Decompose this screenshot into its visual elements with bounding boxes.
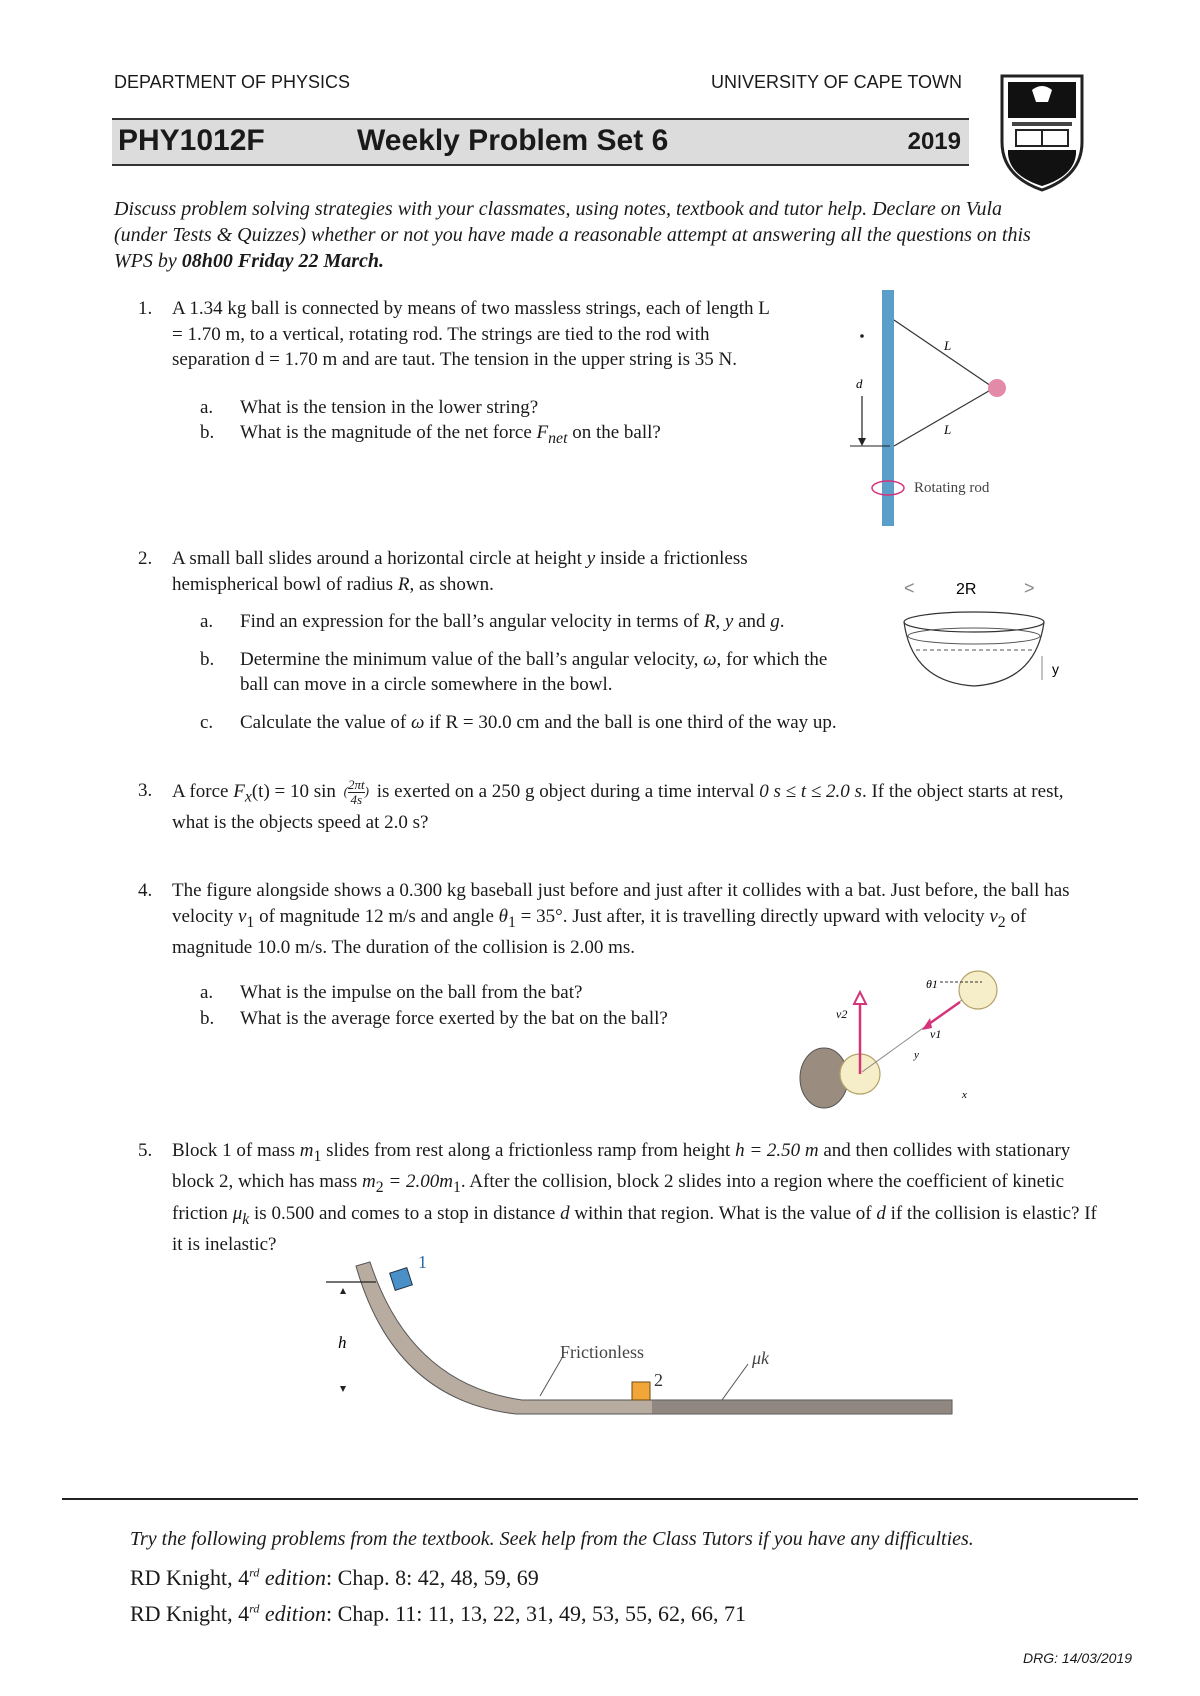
question-number: 3. bbox=[138, 780, 153, 801]
part-a bbox=[200, 395, 772, 421]
theta-subscript: 1 bbox=[507, 913, 516, 931]
text-3: = 35°. Just after, it is travelling directly upward with velocity bbox=[515, 905, 990, 927]
radius-var: R bbox=[397, 573, 410, 595]
question-text-middle: is exerted on a 250 g object during a time interval bbox=[371, 780, 760, 802]
text-3: and then collides with stationary block 2, which has mass bbox=[172, 1140, 1071, 1193]
text-5: is 0.500 and comes to a stop in distance bbox=[249, 1202, 561, 1224]
mass-2-subscript: 2 bbox=[375, 1179, 384, 1197]
force-symbol: F bbox=[233, 780, 245, 802]
length-label-upper: L bbox=[944, 338, 952, 353]
question-text-start: A force bbox=[172, 780, 234, 802]
ramp-figure bbox=[322, 1254, 962, 1416]
deadline: 08h00 Friday 22 March. bbox=[181, 250, 385, 272]
theta-symbol: θ bbox=[498, 905, 508, 927]
svg-text:<: < bbox=[904, 578, 915, 598]
part-b bbox=[200, 420, 772, 451]
mass-2-value-subscript: 1 bbox=[452, 1179, 461, 1197]
text-2: of magnitude 12 m/s and angle bbox=[254, 905, 499, 927]
university-crest-logo bbox=[998, 72, 1086, 192]
question-5 bbox=[138, 1138, 1102, 1257]
part-text-end: if R = 30.0 cm and the ball is one third of the way up. bbox=[424, 711, 837, 733]
page-title: Weekly Problem Set 6 bbox=[357, 124, 669, 157]
mass-2-value: = 2.00m bbox=[383, 1171, 453, 1193]
part-label: b. bbox=[200, 648, 215, 670]
question-text bbox=[172, 546, 762, 597]
v2-label: v2 bbox=[836, 1007, 848, 1021]
force-function: (t) = 10 sin bbox=[251, 780, 336, 802]
mass-2-symbol: m bbox=[361, 1171, 376, 1193]
figure-caption: Rotating rod bbox=[914, 480, 990, 496]
question-text bbox=[172, 778, 1092, 836]
velocity-1-subscript: 1 bbox=[246, 913, 255, 931]
y-axis-label: y bbox=[914, 1049, 919, 1061]
width-label: 2R bbox=[956, 581, 977, 598]
textbook-intro: Try the following problems from the textbook. Seek help from the Class Tutors if you have any difficulties. bbox=[130, 1528, 974, 1550]
question-text-end: . If the object starts at rest, what is the objects speed at 2.0 s? bbox=[172, 780, 1064, 834]
baseball-collision-figure bbox=[790, 964, 1010, 1114]
height-var: y bbox=[586, 548, 596, 569]
question-1 bbox=[138, 296, 772, 451]
question-text: A 1.34 kg ball is connected by means of two massless strings, each of length L = 1.70 m, to a vertical, rotating rod. The strings are tied to the rod with separation d = 1.70 m and are taut. The tension in the upper string is 35 N. bbox=[172, 298, 770, 370]
part-label: b. bbox=[200, 422, 215, 443]
rotating-rod-figure bbox=[842, 290, 1012, 526]
university-name: UNIVERSITY OF CAPE TOWN bbox=[710, 72, 962, 92]
part-text: What is the magnitude of the net force bbox=[240, 422, 537, 443]
edition-suffix: rd bbox=[249, 1601, 260, 1616]
question-number: 4. bbox=[138, 880, 153, 901]
part-text: Determine the minimum value of the ball’s angular velocity, bbox=[240, 648, 704, 670]
part-label: b. bbox=[200, 1007, 215, 1029]
force-symbol: F bbox=[536, 422, 549, 443]
textbook-line-1 bbox=[130, 1565, 539, 1591]
omega-symbol: ω bbox=[703, 648, 717, 670]
part-b bbox=[200, 647, 860, 698]
edition-word: edition bbox=[259, 1601, 327, 1626]
hemispherical-bowl-figure bbox=[896, 574, 1076, 694]
question-text bbox=[172, 1138, 1102, 1257]
velocity-2-subscript: 2 bbox=[997, 913, 1006, 931]
part-text: What is the impulse on the ball from the bat? bbox=[240, 982, 583, 1004]
frictionless-label: Frictionless bbox=[560, 1342, 644, 1362]
title-bar bbox=[112, 118, 969, 166]
v1-label: v1 bbox=[930, 1027, 942, 1041]
block-2-label: 2 bbox=[654, 1370, 663, 1390]
question-2 bbox=[138, 546, 892, 735]
text-1: The figure alongside shows a 0.300 kg baseball just before and just after it collides with a bat. Just before, the ball has velocity bbox=[172, 880, 1070, 927]
height-label: y bbox=[1052, 661, 1059, 677]
edition-word: edition bbox=[259, 1565, 327, 1590]
mu-subscript: k bbox=[242, 1210, 250, 1228]
part-label: a. bbox=[200, 982, 214, 1004]
part-text: Calculate the value of bbox=[240, 711, 411, 733]
part-text-end: on the ball? bbox=[567, 422, 661, 443]
mu-label: μk bbox=[752, 1348, 770, 1368]
fraction: ( $\frac{2\pi t}{4s}$ ) bbox=[343, 777, 369, 807]
part-label: c. bbox=[200, 711, 214, 733]
instructions-paragraph bbox=[114, 196, 1054, 274]
textbook-line-2 bbox=[130, 1601, 746, 1627]
mu-symbol: μ bbox=[232, 1202, 243, 1224]
book-name: RD Knight, 4 bbox=[130, 1565, 250, 1590]
distance-symbol: d bbox=[560, 1202, 570, 1224]
part-label: a. bbox=[200, 611, 214, 632]
question-3 bbox=[138, 777, 1092, 836]
question-text-end: , as shown. bbox=[409, 573, 494, 595]
department-name: DEPARTMENT OF PHYSICS bbox=[114, 72, 351, 92]
part-text: Find an expression for the ball’s angular velocity in terms of bbox=[240, 611, 704, 632]
omega-symbol: ω bbox=[410, 711, 425, 733]
period: . bbox=[779, 611, 785, 632]
course-code: PHY1012F bbox=[118, 124, 265, 157]
time-interval: 0 s ≤ t ≤ 2.0 s bbox=[759, 780, 862, 802]
question-text-start: A small ball slides around a horizontal circle at height bbox=[172, 548, 587, 569]
part-text: What is the average force exerted by the bat on the ball? bbox=[240, 1007, 668, 1029]
text-4: . After the collision, block 2 slides into a region where the coefficient of kinetic friction bbox=[172, 1171, 1065, 1224]
part-c bbox=[200, 710, 892, 736]
author-date: DRG: 14/03/2019 bbox=[1023, 1650, 1132, 1666]
distance-symbol-2: d bbox=[876, 1202, 886, 1224]
text-1: Block 1 of mass bbox=[172, 1140, 300, 1161]
part-label: a. bbox=[200, 396, 214, 418]
vars: R, y bbox=[703, 611, 734, 632]
book-name: RD Knight, 4 bbox=[130, 1601, 250, 1626]
force-subscript: net bbox=[548, 429, 568, 447]
question-number: 1. bbox=[138, 298, 153, 319]
fraction-denominator: 4s bbox=[350, 792, 363, 807]
theta-label: θ1 bbox=[926, 977, 938, 991]
chapter-problems: : Chap. 11: 11, 13, 22, 31, 49, 53, 55, 62, 66, 71 bbox=[326, 1601, 747, 1626]
gravity-var: g bbox=[770, 611, 780, 632]
text-6: within that region. What is the value of bbox=[569, 1202, 877, 1224]
x-axis-label: x bbox=[962, 1089, 967, 1101]
question-text-middle: inside a frictionless hemispherical bowl of radius bbox=[172, 548, 748, 595]
footer-divider bbox=[62, 1498, 1138, 1500]
question-text bbox=[172, 878, 1082, 960]
instructions-text: Discuss problem solving strategies with your classmates, using notes, textbook and tutor help. Declare on Vula (under Tests & Quizzes) whether or not you have made a reasonable attempt at answering all the questions on this WPS by bbox=[114, 198, 1031, 272]
block-1-label: 1 bbox=[418, 1254, 427, 1272]
mass-1-subscript: 1 bbox=[313, 1147, 322, 1165]
velocity-1-symbol: v bbox=[237, 905, 247, 927]
question-number: 2. bbox=[138, 548, 153, 569]
velocity-2-symbol: v bbox=[989, 905, 998, 927]
edition-suffix: rd bbox=[249, 1565, 260, 1580]
part-text: What is the tension in the lower string? bbox=[240, 396, 539, 418]
text-7: if the collision is elastic? If it is inelastic? bbox=[172, 1202, 1097, 1255]
length-label-lower: L bbox=[944, 422, 952, 437]
chapter-problems: : Chap. 8: 42, 48, 59, 69 bbox=[326, 1565, 539, 1590]
force-subscript: x bbox=[244, 788, 252, 806]
separation-label: d bbox=[856, 376, 863, 391]
text-2: slides from rest along a frictionless ramp from height bbox=[321, 1140, 736, 1161]
part-text-end: , for which the ball can move in a circle somewhere in the bowl. bbox=[240, 648, 828, 695]
year: 2019 bbox=[907, 128, 961, 155]
part-a bbox=[200, 609, 892, 635]
text-4: of magnitude 10.0 m/s. The duration of the collision is 2.00 ms. bbox=[172, 905, 1027, 958]
and-text: and bbox=[733, 611, 771, 632]
height-label: h bbox=[338, 1333, 347, 1352]
fraction-numerator: 2πt bbox=[348, 777, 365, 792]
svg-text:>: > bbox=[1024, 578, 1035, 598]
height-value: h = 2.50 m bbox=[735, 1140, 819, 1161]
mass-1-symbol: m bbox=[299, 1140, 314, 1161]
question-number: 5. bbox=[138, 1140, 153, 1161]
